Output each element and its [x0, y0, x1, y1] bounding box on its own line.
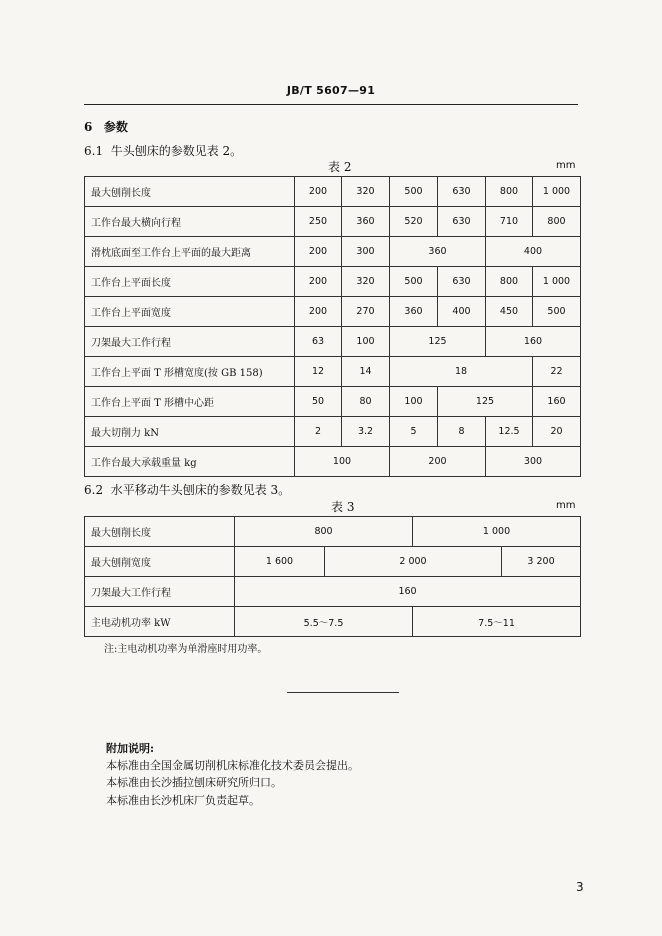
table-cell: 800 [235, 517, 413, 547]
appendix-line: 本标准由长沙插拉刨床研究所归口。 [106, 776, 282, 789]
table-cell: 12.5 [486, 417, 533, 447]
section-number: 6 [84, 120, 93, 134]
table-cell: 200 [295, 267, 342, 297]
end-rule [287, 692, 399, 693]
table-row [85, 297, 581, 327]
table-row [85, 417, 581, 447]
table-row [85, 207, 581, 237]
clause-text: 牛头刨床的参数见表 2。 [110, 144, 243, 158]
table-cell: 360 [390, 237, 486, 267]
table-cell: 630 [438, 177, 486, 207]
clause-text: 水平移动牛头刨床的参数见表 3。 [110, 483, 291, 497]
table-cell: 300 [486, 447, 581, 477]
table-cell: 3 200 [502, 547, 581, 577]
table-cell: 160 [533, 387, 581, 417]
table-row [85, 357, 581, 387]
table-3 [84, 516, 581, 637]
appendix-line: 本标准由全国金属切削机床标准化技术委员会提出。 [106, 759, 359, 772]
table-cell: 320 [342, 177, 390, 207]
table-cell: 125 [390, 327, 486, 357]
table-cell: 800 [533, 207, 581, 237]
table-2-unit: mm [556, 160, 576, 171]
table-cell: 2 [295, 417, 342, 447]
row-label: 滑枕底面至工作台上平面的最大距离 [85, 237, 295, 267]
table-cell: 14 [342, 357, 390, 387]
table-cell: 800 [486, 177, 533, 207]
row-label: 最大切削力 kN [85, 417, 295, 447]
table-row [85, 267, 581, 297]
row-label: 工作台上平面宽度 [85, 297, 295, 327]
table-row [85, 327, 581, 357]
table-cell: 8 [438, 417, 486, 447]
table-cell: 500 [533, 297, 581, 327]
table-3-caption: 表 3 [331, 500, 355, 514]
clause-number: 6.2 [84, 483, 104, 497]
table-row [85, 577, 581, 607]
table-cell: 7.5～11 [413, 607, 581, 637]
table-cell: 5 [390, 417, 438, 447]
row-label: 主电动机功率 kW [85, 607, 235, 637]
standard-header: JB/T 5607—91 [286, 84, 376, 97]
table-cell: 100 [342, 327, 390, 357]
clause-6-2 [84, 481, 290, 498]
table-cell: 2 000 [325, 547, 502, 577]
table-cell: 160 [235, 577, 581, 607]
table-cell: 1 600 [235, 547, 325, 577]
section-title: 参数 [103, 120, 128, 134]
row-label: 刀架最大工作行程 [85, 327, 295, 357]
table-cell: 200 [390, 447, 486, 477]
row-label: 工作台最大承载重量 kg [85, 447, 295, 477]
table-cell: 360 [390, 297, 438, 327]
row-label: 最大刨削长度 [85, 517, 235, 547]
row-label: 工作台上平面 T 形槽宽度(按 GB 158) [85, 357, 295, 387]
table-row [85, 517, 581, 547]
table-cell: 520 [390, 207, 438, 237]
table-cell: 360 [342, 207, 390, 237]
table-cell: 630 [438, 207, 486, 237]
table-cell: 63 [295, 327, 342, 357]
table-2 [84, 176, 581, 477]
row-label: 刀架最大工作行程 [85, 577, 235, 607]
table-cell: 450 [486, 297, 533, 327]
table-row [85, 237, 581, 267]
table-cell: 5.5～7.5 [235, 607, 413, 637]
table-cell: 400 [438, 297, 486, 327]
table-row [85, 607, 581, 637]
table-cell: 400 [486, 237, 581, 267]
table-row [85, 177, 581, 207]
table-cell: 200 [295, 237, 342, 267]
row-label: 工作台最大横向行程 [85, 207, 295, 237]
table-cell: 500 [390, 177, 438, 207]
table-row [85, 547, 581, 577]
table-cell: 200 [295, 177, 342, 207]
clause-6-1 [84, 142, 242, 159]
table-cell: 125 [438, 387, 533, 417]
page-number: 3 [576, 880, 584, 894]
table-cell: 800 [486, 267, 533, 297]
header-rule [84, 104, 578, 105]
table-cell: 500 [390, 267, 438, 297]
row-label: 最大刨削宽度 [85, 547, 235, 577]
table-cell: 12 [295, 357, 342, 387]
table-cell: 100 [295, 447, 390, 477]
section-6-heading [84, 118, 128, 135]
table-row [85, 447, 581, 477]
clause-number: 6.1 [84, 144, 104, 158]
row-label: 工作台上平面 T 形槽中心距 [85, 387, 295, 417]
table-cell: 320 [342, 267, 390, 297]
table-cell: 22 [533, 357, 581, 387]
table-cell: 3.2 [342, 417, 390, 447]
table-3-unit: mm [556, 500, 576, 511]
table-cell: 710 [486, 207, 533, 237]
row-label: 工作台上平面长度 [85, 267, 295, 297]
table-cell: 20 [533, 417, 581, 447]
table-cell: 80 [342, 387, 390, 417]
table-cell: 160 [486, 327, 581, 357]
table-note: 注:主电动机功率为单滑座时用功率。 [104, 644, 268, 655]
table-cell: 1 000 [533, 267, 581, 297]
table-cell: 200 [295, 297, 342, 327]
table-cell: 270 [342, 297, 390, 327]
table-2-caption: 表 2 [328, 160, 352, 174]
row-label: 最大刨削长度 [85, 177, 295, 207]
table-cell: 300 [342, 237, 390, 267]
table-cell: 1 000 [533, 177, 581, 207]
table-cell: 250 [295, 207, 342, 237]
table-cell: 1 000 [413, 517, 581, 547]
table-cell: 50 [295, 387, 342, 417]
appendix-title: 附加说明: [106, 742, 155, 755]
table-cell: 100 [390, 387, 438, 417]
table-cell: 630 [438, 267, 486, 297]
table-cell: 18 [390, 357, 533, 387]
table-row [85, 387, 581, 417]
appendix-line: 本标准由长沙机床厂负责起草。 [106, 794, 260, 807]
